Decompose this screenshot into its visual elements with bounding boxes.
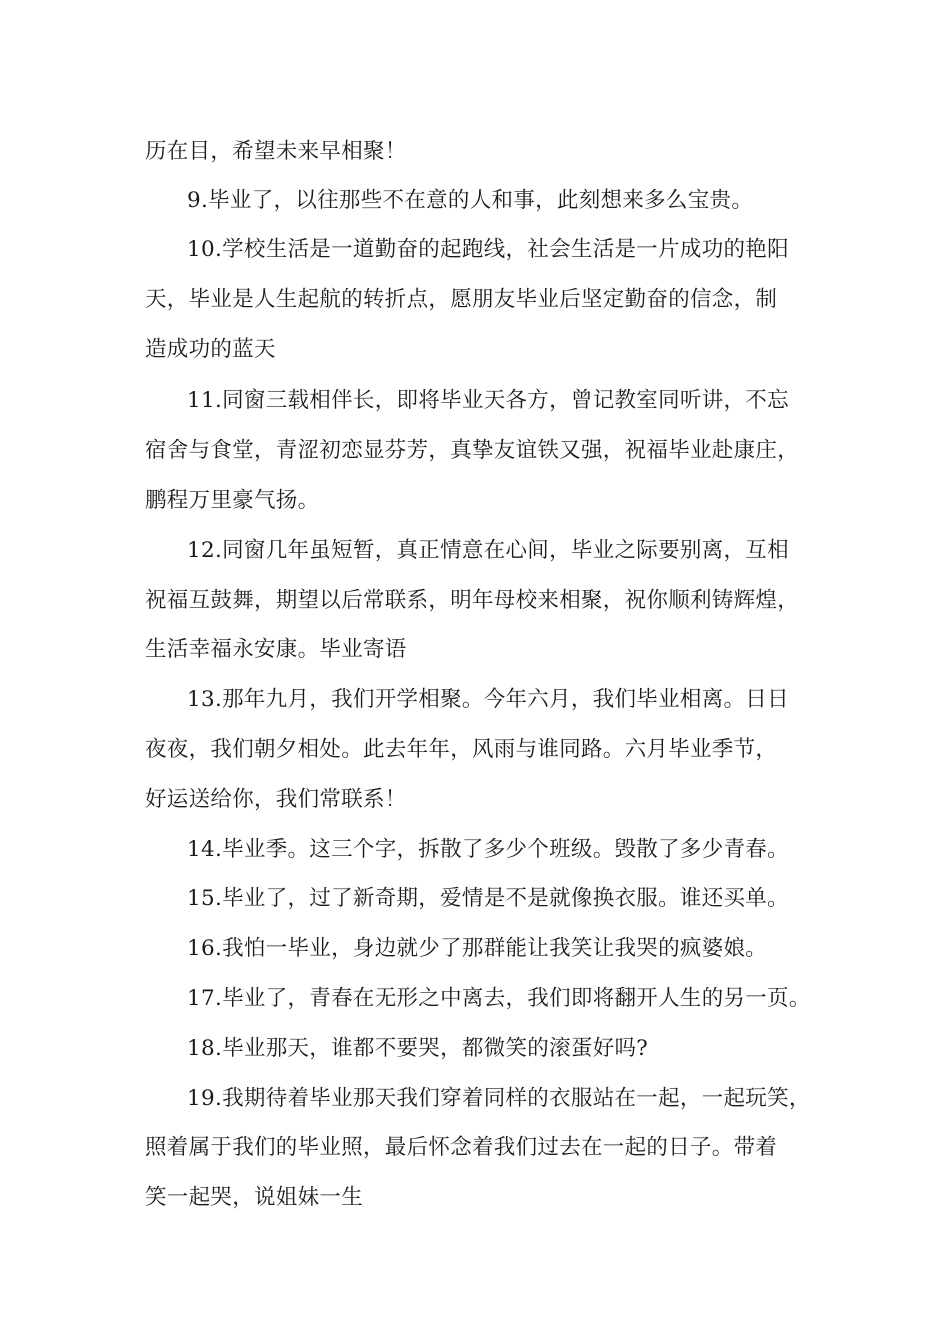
- text-line-22: 笑一起哭，说姐妹一生: [145, 1185, 364, 1210]
- text-line-21: 照着属于我们的毕业照，最后怀念着我们过去在一起的日子。带着: [145, 1135, 778, 1160]
- text-line-13: 夜夜，我们朝夕相处。此去年年，风雨与谁同路。六月毕业季节，: [145, 737, 778, 762]
- text-line-20: 19.我期待着毕业那天我们穿着同样的衣服站在一起，一起玩笑，: [187, 1086, 811, 1111]
- text-line-6: 11.同窗三载相伴长，即将毕业天各方，曾记教室同听讲，不忘: [187, 388, 789, 413]
- text-line-15: 14.毕业季。这三个字，拆散了多少个班级。毁散了多少青春。: [187, 837, 789, 862]
- text-line-9: 12.同窗几年虽短暂，真正情意在心间，毕业之际要别离，互相: [187, 538, 789, 563]
- text-line-7: 宿舍与食堂，青涩初恋显芬芳，真挚友谊铁又强，祝福毕业赴康庄，: [145, 438, 800, 463]
- text-line-5: 造成功的蓝天: [145, 337, 276, 362]
- text-line-4: 天，毕业是人生起航的转折点，愿朋友毕业后坚定勤奋的信念，制: [145, 287, 778, 312]
- text-line-2: 9.毕业了，以往那些不在意的人和事，此刻想来多么宝贵。: [187, 188, 754, 213]
- text-line-16: 15.毕业了，过了新奇期，爱情是不是就像换衣服。谁还买单。: [187, 886, 789, 911]
- text-line-18: 17.毕业了，青春在无形之中离去，我们即将翻开人生的另一页。: [187, 986, 811, 1011]
- text-line-10: 祝福互鼓舞，期望以后常联系，明年母校来相聚，祝你顺利铸辉煌，: [145, 588, 800, 613]
- text-line-12: 13.那年九月，我们开学相聚。今年六月，我们毕业相离。日日: [187, 687, 789, 712]
- text-line-14: 好运送给你，我们常联系！: [145, 787, 407, 812]
- text-line-11: 生活幸福永安康。毕业寄语: [145, 637, 407, 662]
- text-line-8: 鹏程万里豪气扬。: [145, 488, 320, 513]
- text-line-17: 16.我怕一毕业，身边就少了那群能让我笑让我哭的疯婆娘。: [187, 936, 768, 961]
- text-line-3: 10.学校生活是一道勤奋的起跑线，社会生活是一片成功的艳阳: [187, 237, 789, 262]
- text-line-1: 历在目，希望未来早相聚！: [145, 139, 407, 164]
- text-line-19: 18.毕业那天，谁都不要哭，都微笑的滚蛋好吗?: [187, 1036, 649, 1061]
